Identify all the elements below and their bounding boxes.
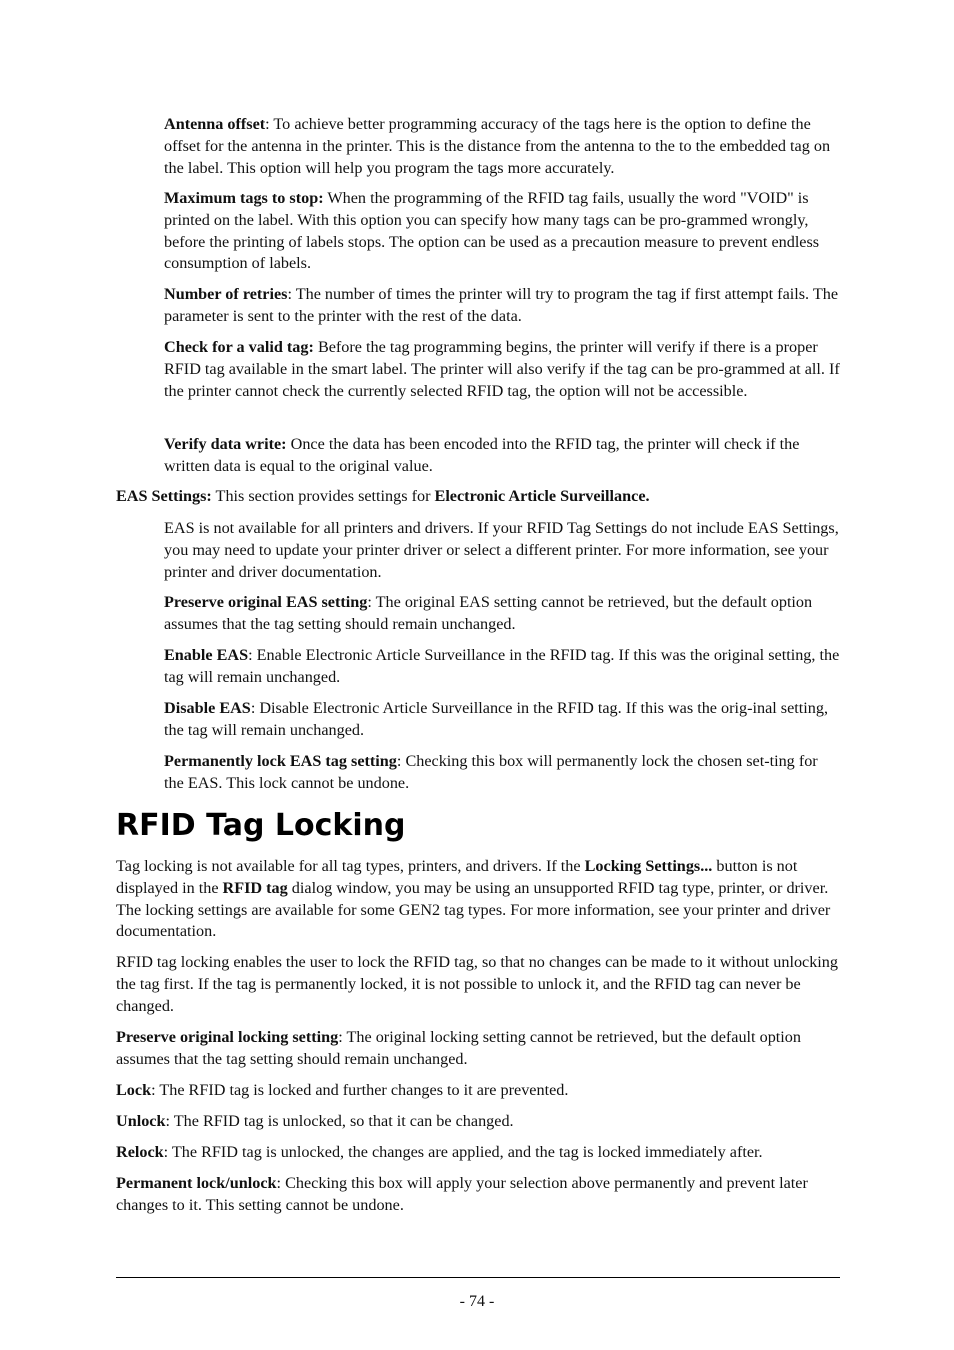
lock-term: Lock [116, 1081, 152, 1099]
locking-preserve-paragraph [116, 1027, 840, 1071]
locking-settings-term: Locking Settings... [584, 857, 713, 875]
eas-perm-lock-term: Permanently lock EAS tag setting [164, 752, 397, 770]
eas-enable-term: Enable EAS [164, 646, 249, 664]
eas-disable-term: Disable EAS [164, 699, 251, 717]
permanent-lock-term: Permanent lock/unlock [116, 1174, 277, 1192]
unlock-term: Unlock [116, 1112, 166, 1130]
unlock-text: : The RFID tag is unlocked, so that it can be changed. [165, 1112, 514, 1130]
permanent-lock-paragraph [116, 1173, 840, 1217]
page-number: - 74 - [459, 1293, 495, 1310]
max-tags-term: Maximum tags to stop: [164, 189, 324, 207]
eas-preserve-text: : The original EAS setting cannot be retrieved, but the default option assumes that the tag setting should remain unchanged. [164, 593, 813, 633]
locking-preserve-text: : The original locking setting cannot be retrieved, but the default option assumes that the tag setting should remain unchanged. [116, 1028, 801, 1068]
antenna-offset-paragraph [164, 114, 840, 179]
verify-write-text: Once the data has been encoded into the RFID tag, the printer will check if the written data is equal to the original value. [164, 435, 800, 475]
antenna-offset-term: Antenna offset [164, 115, 266, 133]
footer-divider [116, 1277, 840, 1278]
permanent-lock-text: : Checking this box will apply your selection above permanently and prevent later changes to it. This setting cannot be undone. [116, 1174, 808, 1214]
verify-write-term: Verify data write: [164, 435, 287, 453]
locking-preserve-term: Preserve original locking setting [116, 1028, 339, 1046]
eas-settings-heading [116, 486, 840, 508]
relock-text: : The RFID tag is unlocked, the changes are applied, and the tag is locked immediately after. [163, 1143, 763, 1161]
eas-disable-paragraph [164, 698, 840, 742]
max-tags-paragraph [164, 188, 840, 275]
eas-preserve-term: Preserve original EAS setting [164, 593, 368, 611]
valid-tag-term: Check for a valid tag: [164, 338, 314, 356]
locking-description-paragraph: RFID tag locking enables the user to lock the RFID tag, so that no changes can be made to it without unlocking the tag first. If the tag is permanently locked, it is not possible to unlock it, and the RFID tag can never be changed. [116, 953, 838, 1015]
eas-disable-text: : Disable Electronic Article Surveillance in the RFID tag. If this was the orig-inal setting, the tag will remain unchanged. [164, 699, 829, 739]
eas-enable-paragraph [164, 645, 840, 689]
max-tags-text: When the programming of the RFID tag fails, usually the word "VOID" is printed on the label. With this option you can specify how many tags can be pro-grammed wrongly, before the printing of labels stops. The option can be used as a precaution measure to prevent endless consumption of labels. [164, 189, 820, 273]
valid-tag-text: Before the tag programming begins, the printer will verify if there is a proper RFID tag available in the smart label. The printer will also verify if the tag can be pro-grammed at all. If the printer cannot check the currently selected RFID tag, the option will not be accessible. [164, 338, 840, 400]
lock-text: : The RFID tag is locked and further changes to it are prevented. [151, 1081, 569, 1099]
locking-intro-text-3: dialog window, you may be using an unsupported RFID tag type, printer, or driver. The locking settings are available for some GEN2 tag types. For more information, see your printer and driver documentation. [116, 878, 831, 941]
antenna-offset-text: : To achieve better programming accuracy of the tags here is the option to define the offset for the antenna in the printer. This is the distance from the antenna to the to the embedded tag on the label. This option will help you program the tags more accurately. [164, 115, 831, 177]
eas-perm-lock-paragraph [164, 751, 840, 795]
section-title: RFID Tag Locking [116, 808, 406, 843]
lock-paragraph [116, 1080, 840, 1102]
eas-heading-text: This section provides settings for [211, 487, 435, 505]
relock-term: Relock [116, 1143, 164, 1161]
rfid-tag-term: RFID tag [222, 878, 288, 897]
eas-perm-lock-text: : Checking this box will permanently lock the chosen set-ting for the EAS. This lock cannot be undone. [164, 752, 818, 792]
relock-paragraph [116, 1142, 840, 1164]
locking-intro-text-2: button is not displayed in the [116, 857, 798, 897]
retries-text: : The number of times the printer will try to program the tag if first attempt fails. The parameter is sent to the printer with the rest of the data. [164, 285, 839, 325]
valid-tag-paragraph [164, 337, 840, 402]
eas-enable-text: : Enable Electronic Article Surveillance in the RFID tag. If this was the original setting, the tag will remain unchanged. [164, 646, 840, 686]
locking-intro-paragraph [116, 856, 840, 943]
eas-preserve-paragraph [164, 592, 840, 636]
eas-heading-term: EAS Settings: [116, 487, 212, 505]
eas-note-paragraph: EAS is not available for all printers and drivers. If your RFID Tag Settings do not include EAS Settings, you may need to update your printer driver or select a different printer. For more information, see your printer and driver documentation. [164, 519, 839, 581]
locking-intro-text-1: Tag locking is not available for all tag types, printers, and drivers. If the [116, 857, 585, 875]
unlock-paragraph [116, 1111, 840, 1133]
retries-paragraph [164, 284, 840, 328]
verify-write-paragraph [164, 434, 840, 478]
eas-heading-bold: Electronic Article Surveillance. [434, 487, 650, 505]
retries-term: Number of retries [164, 285, 288, 303]
